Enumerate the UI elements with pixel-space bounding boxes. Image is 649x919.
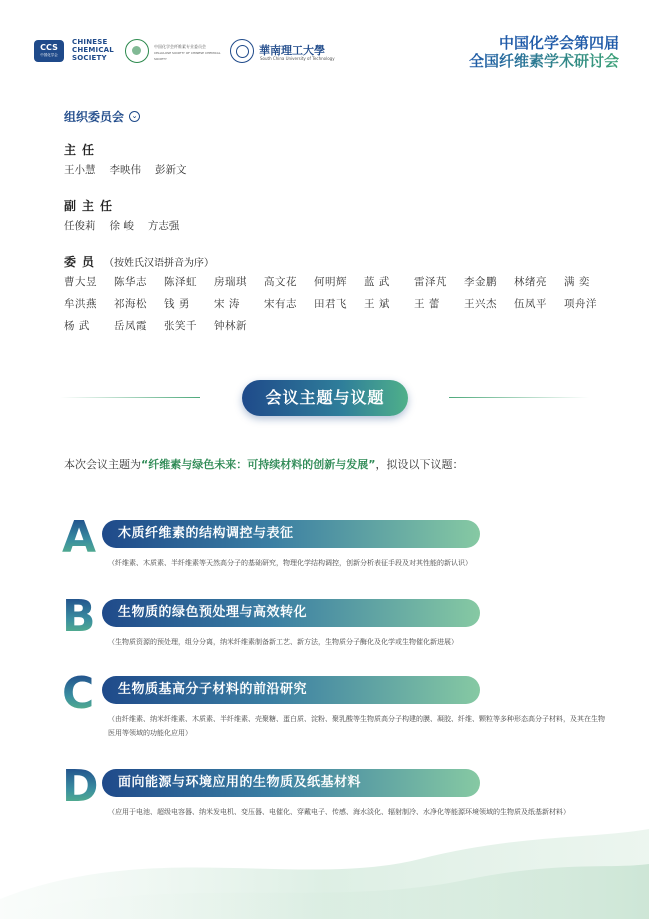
theme-intro-suffix: ，拟设以下议题： (375, 458, 464, 471)
university-name: 華南理工大學 (259, 44, 325, 57)
theme-pill: 会议主题与议题 (242, 380, 408, 416)
person-name: 何明辉 (314, 276, 347, 288)
person-name: 任俊莉 (64, 220, 96, 232)
topic-title: 木质纤维素的结构调控与表征 (102, 520, 480, 548)
person-name: 牟洪燕 (64, 298, 97, 310)
theme-intro (64, 456, 463, 472)
person-name: 房瑞琪 (214, 276, 247, 288)
committee-heading (64, 108, 624, 125)
person-name: 彭新文 (155, 164, 187, 176)
person-name: 陈华志 (114, 276, 147, 288)
person-name: 雷泽芃 (414, 276, 447, 288)
ccs-badge (34, 40, 64, 62)
chair-names (64, 162, 624, 177)
ccs-badge-text: CCS (40, 43, 58, 53)
person-name: 祁海松 (114, 298, 147, 310)
members-label (64, 253, 624, 270)
theme-highlight: “纤维素与绿色未来：可持续材料的创新与发展” (141, 458, 376, 471)
vice-chair-label: 副主任 (64, 199, 119, 213)
person-name: 王 斌 (364, 298, 390, 310)
topic-letter: D (62, 761, 99, 812)
ccs-name-line: CHINESE (72, 38, 108, 46)
person-name: 王小慧 (64, 164, 96, 176)
ccs-name (72, 38, 114, 62)
university-seal-logo (230, 39, 254, 63)
chair-label: 主任 (64, 143, 101, 157)
topic-title: 面向能源与环境应用的生物质及纸基材料 (102, 769, 480, 797)
person-name: 曹大昱 (64, 276, 97, 288)
person-name: 宋 涛 (214, 298, 240, 310)
committee-heading-text: 组织委员会 (64, 110, 125, 124)
page-header (34, 34, 619, 74)
person-name: 李映伟 (109, 164, 141, 176)
topic-letter: B (62, 591, 96, 642)
person-name: 徐 峻 (109, 220, 134, 232)
person-name: 李金鹏 (464, 276, 497, 288)
topic-description: （生物质资源的预处理，组分分离，纳米纤维素制备新工艺、新方法，生物质分子酶化及化学或生物催化新进展） (108, 638, 458, 646)
person-name: 王 蕾 (414, 298, 440, 310)
vice-chair-names (64, 218, 624, 233)
chevron-down-icon: ⌄ (129, 111, 140, 122)
person-name: 高文花 (264, 276, 297, 288)
ccs-badge-subtext: 中国化学会 (40, 53, 58, 58)
person-name: 宋有志 (264, 298, 297, 310)
person-name: 满 奕 (564, 276, 590, 288)
person-name: 伍凤平 (514, 298, 547, 310)
ccs-name-line: SOCIETY (72, 54, 107, 62)
divider-line (60, 397, 200, 398)
cellulose-society-logo (125, 39, 149, 63)
organizing-committee (64, 108, 624, 333)
topic-description: （纤维素、木质素、半纤维素等天然高分子的基础研究，物理化学结构调控，创新分析表征手段及对其性能的新认识） (108, 559, 472, 567)
person-name: 钱 勇 (164, 298, 190, 310)
person-name: 林绪亮 (514, 276, 547, 288)
topic-letter: A (62, 512, 97, 563)
theme-section-header (60, 380, 589, 416)
topic-description: （应用于电池、超级电容器、纳米发电机、变压器、电催化、穿戴电子、传感、海水淡化、辐射制冷、水净化等能源环境领域的生物质及纸基新材料） (108, 808, 570, 816)
topic-title: 生物质的绿色预处理与高效转化 (102, 599, 480, 627)
person-name: 钟林新 (214, 320, 247, 332)
person-name: 杨 武 (64, 320, 90, 332)
members-note: （按姓氏汉语拼音为序） (104, 258, 215, 269)
topic-letter: C (62, 668, 95, 719)
conference-title (469, 34, 619, 70)
person-name: 岳凤霞 (114, 320, 147, 332)
cellulose-society-name (154, 44, 234, 62)
divider-line (449, 397, 589, 398)
person-name: 张笑千 (164, 320, 197, 332)
person-name: 蓝 武 (364, 276, 390, 288)
decorative-wave (0, 779, 649, 919)
person-name: 项舟洋 (564, 298, 597, 310)
theme-intro-prefix: 本次会议主题为 (64, 458, 141, 471)
person-name: 田君飞 (314, 298, 347, 310)
university-name-en: South China University of Technology (260, 56, 335, 61)
cellulose-society-name-en: CELLULOSE SOCIETY OF CHINESE CHEMICAL SOCIETY (154, 51, 221, 61)
members-label-text: 委员 (64, 255, 101, 269)
person-name: 王兴杰 (464, 298, 497, 310)
person-name: 陈泽虹 (164, 276, 197, 288)
member-names (64, 274, 624, 333)
ccs-logo (34, 40, 64, 62)
cellulose-society-name-cn: 中国化学会纤维素专业委员会 (154, 44, 206, 49)
ccs-name-line: CHEMICAL (72, 46, 114, 54)
conference-title-line1: 中国化学会第四届 (498, 34, 619, 52)
person-name: 方志强 (147, 220, 180, 232)
conference-title-line2: 全国纤维素学术研讨会 (468, 52, 619, 70)
topic-title: 生物质基高分子材料的前沿研究 (102, 676, 480, 704)
topic-description: （由纤维素、纳米纤维素、木质素、半纤维素、壳聚糖、蛋白质、淀粉、聚乳酸等生物质高分子构建的膜、凝胶、纤维、颗粒等多种形态高分子材料，及其在生物医用等领域的功能化应用） (108, 715, 605, 737)
